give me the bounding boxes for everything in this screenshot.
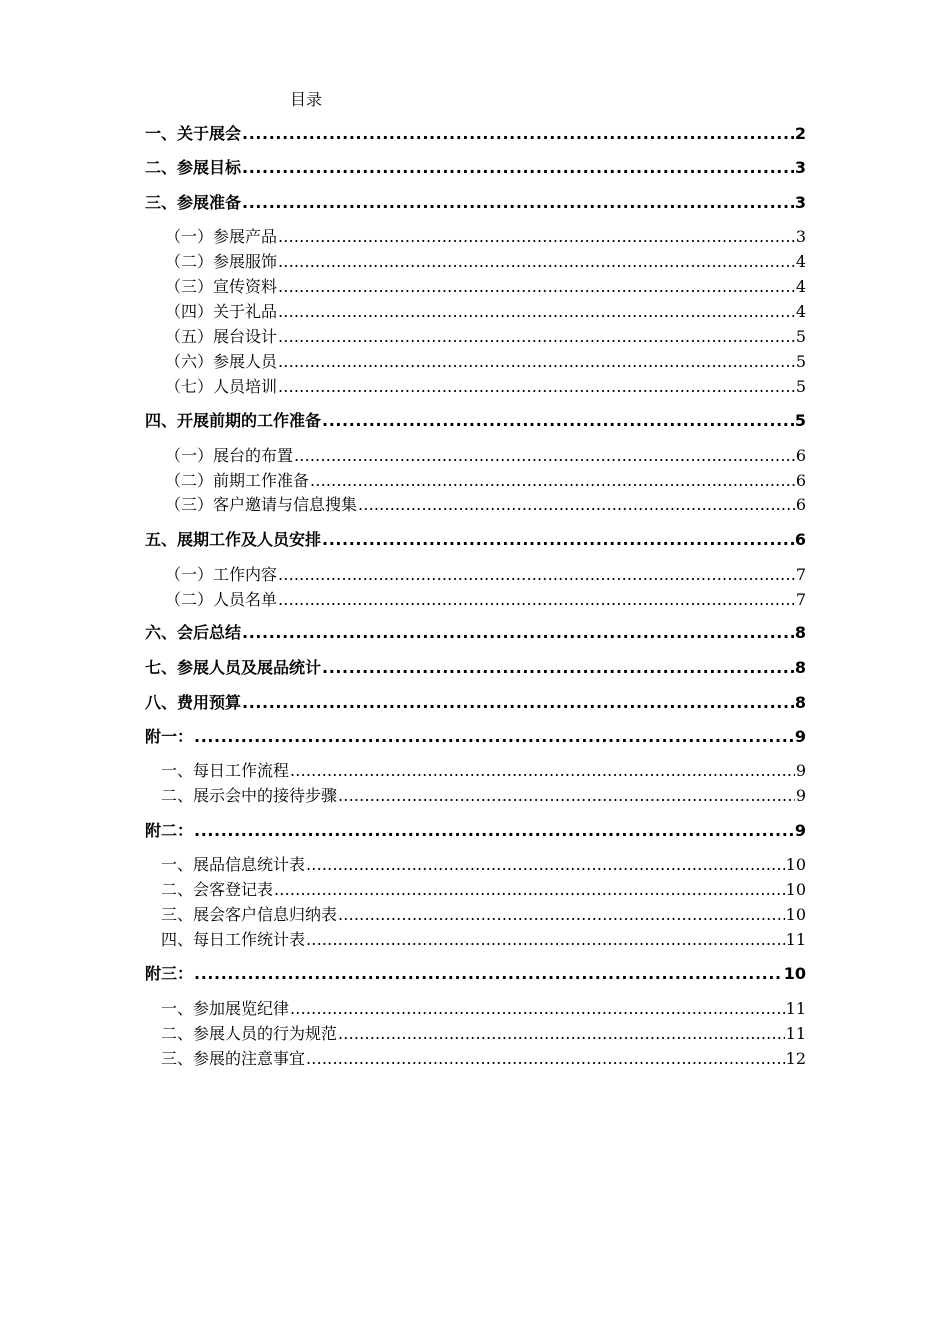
dot-leader (242, 622, 794, 644)
dot-leader (278, 251, 795, 273)
toc-page-number: 12 (785, 1049, 806, 1068)
toc-page-number: 5 (795, 377, 806, 396)
dot-leader (242, 123, 794, 145)
toc-entry-text: （三）宣传资料 (165, 277, 278, 296)
toc-entry-text: 四、每日工作统计表 (161, 930, 306, 949)
toc-page-number: 11 (785, 930, 806, 949)
toc-entry[interactable] (145, 410, 806, 432)
toc-entry[interactable] (145, 879, 806, 901)
toc-entry[interactable] (145, 157, 806, 179)
dot-leader (194, 963, 783, 985)
toc-title: 目录 (290, 90, 323, 109)
dot-leader (194, 820, 794, 842)
toc-entry[interactable] (145, 692, 806, 714)
toc-page-number: 9 (794, 727, 806, 746)
toc-page-number: 10 (785, 855, 806, 874)
toc-page-number: 6 (795, 471, 806, 490)
toc-entry[interactable] (145, 529, 806, 551)
dot-leader (278, 564, 795, 586)
toc-entry-text: 一、参加展览纪律 (161, 999, 290, 1018)
dot-leader (278, 376, 795, 398)
toc-page-number: 7 (795, 565, 806, 584)
dot-leader (290, 760, 795, 782)
toc-entry[interactable] (145, 760, 806, 782)
toc-page-number: 4 (795, 277, 806, 296)
toc-entry[interactable] (145, 820, 806, 842)
toc-page-number: 8 (794, 658, 806, 677)
toc-page-number: 8 (794, 693, 806, 712)
toc-entry[interactable] (145, 929, 806, 951)
toc-page-number: 3 (795, 227, 806, 246)
dot-leader (358, 494, 795, 516)
toc-entry-text: 八、费用预算 (145, 693, 242, 712)
dot-leader (306, 1048, 785, 1070)
dot-leader (338, 904, 785, 926)
toc-entry-text: （四）关于礼品 (165, 302, 278, 321)
toc-entry-text: 附三： (145, 964, 194, 983)
toc-entry-text: （五）展台设计 (165, 327, 278, 346)
toc-entry[interactable] (145, 226, 806, 248)
toc-entry[interactable] (145, 963, 806, 985)
toc-page-number: 3 (794, 158, 806, 177)
toc-entry[interactable] (145, 622, 806, 644)
toc-entry[interactable] (145, 376, 806, 398)
toc-page-number: 6 (795, 495, 806, 514)
dot-leader (290, 998, 785, 1020)
toc-entry-text: 附二： (145, 821, 194, 840)
toc-entry[interactable] (145, 904, 806, 926)
toc-entry[interactable] (145, 785, 806, 807)
dot-leader (278, 351, 795, 373)
toc-entry[interactable] (145, 1023, 806, 1045)
toc-entry-text: 一、关于展会 (145, 124, 242, 143)
toc-entry[interactable] (145, 564, 806, 586)
dot-leader (274, 879, 785, 901)
dot-leader (242, 157, 794, 179)
toc-entry[interactable] (145, 589, 806, 611)
toc-page-number: 11 (785, 999, 806, 1018)
dot-leader (242, 692, 794, 714)
toc-entry-text: 六、会后总结 (145, 623, 242, 642)
toc-entry[interactable] (145, 123, 806, 145)
toc-entry-text: 附一： (145, 727, 194, 746)
toc-entry-text: （七）人员培训 (165, 377, 278, 396)
toc-page-number: 5 (795, 352, 806, 371)
toc-entry-text: （一）展台的布置 (165, 446, 294, 465)
toc-page-number: 5 (795, 327, 806, 346)
toc-entry[interactable] (145, 192, 806, 214)
dot-leader (278, 276, 795, 298)
dot-leader (338, 785, 795, 807)
toc-page-number: 9 (795, 761, 806, 780)
toc-entry-text: 二、参展人员的行为规范 (161, 1024, 338, 1043)
toc-entry[interactable] (145, 351, 806, 373)
dot-leader (278, 226, 795, 248)
toc-page-number: 4 (795, 252, 806, 271)
toc-page-number: 9 (795, 786, 806, 805)
dot-leader (322, 410, 794, 432)
toc-entry[interactable] (145, 854, 806, 876)
toc-entry-text: 三、参展的注意事宜 (161, 1049, 306, 1068)
toc-entry[interactable] (145, 470, 806, 492)
toc-entry-text: （二）参展服饰 (165, 252, 278, 271)
toc-entry-text: 三、展会客户信息归纳表 (161, 905, 338, 924)
dot-leader (278, 326, 795, 348)
toc-page-number: 4 (795, 302, 806, 321)
toc-entry-text: 二、参展目标 (145, 158, 242, 177)
toc-page-number: 6 (795, 446, 806, 465)
toc-entry[interactable] (145, 276, 806, 298)
dot-leader (242, 192, 794, 214)
toc-page-number: 2 (794, 124, 806, 143)
toc-entry[interactable] (145, 494, 806, 516)
toc-page-number: 9 (794, 821, 806, 840)
toc-page-number: 5 (794, 411, 806, 430)
dot-leader (310, 470, 795, 492)
toc-entry-text: 七、参展人员及展品统计 (145, 658, 322, 677)
dot-leader (306, 854, 785, 876)
toc-entry[interactable] (145, 1048, 806, 1070)
toc-entry-text: 五、展期工作及人员安排 (145, 530, 322, 549)
toc-entry[interactable] (145, 726, 806, 748)
dot-leader (278, 301, 795, 323)
dot-leader (194, 726, 794, 748)
toc-entry-text: （一）参展产品 (165, 227, 278, 246)
toc-entry-text: （二）人员名单 (165, 590, 278, 609)
toc-page-number: 10 (783, 964, 806, 983)
dot-leader (306, 929, 785, 951)
toc-entry[interactable] (145, 998, 806, 1020)
toc-page-number: 6 (794, 530, 806, 549)
toc-entry-text: （一）工作内容 (165, 565, 278, 584)
dot-leader (294, 445, 795, 467)
toc-entry-text: 一、每日工作流程 (161, 761, 290, 780)
toc-entry[interactable] (145, 326, 806, 348)
dot-leader (338, 1023, 785, 1045)
toc-entry-text: 二、会客登记表 (161, 880, 274, 899)
toc-entry-text: 四、开展前期的工作准备 (145, 411, 322, 430)
toc-entry[interactable] (145, 657, 806, 679)
toc-entry-text: （六）参展人员 (165, 352, 278, 371)
toc-entry-text: 三、参展准备 (145, 193, 242, 212)
dot-leader (322, 657, 794, 679)
toc-page-number: 7 (795, 590, 806, 609)
toc-entry[interactable] (145, 445, 806, 467)
toc-entry[interactable] (145, 251, 806, 273)
toc-entry-text: 二、展示会中的接待步骤 (161, 786, 338, 805)
toc-page-number: 10 (785, 905, 806, 924)
dot-leader (322, 529, 794, 551)
toc-page-number: 3 (794, 193, 806, 212)
toc-page-number: 11 (785, 1024, 806, 1043)
dot-leader (278, 589, 795, 611)
toc-entry[interactable] (145, 301, 806, 323)
toc-entry-text: （二）前期工作准备 (165, 471, 310, 490)
toc-entry-text: 一、展品信息统计表 (161, 855, 306, 874)
toc-page-number: 8 (794, 623, 806, 642)
toc-page-number: 10 (785, 880, 806, 899)
toc-entry-text: （三）客户邀请与信息搜集 (165, 495, 358, 514)
